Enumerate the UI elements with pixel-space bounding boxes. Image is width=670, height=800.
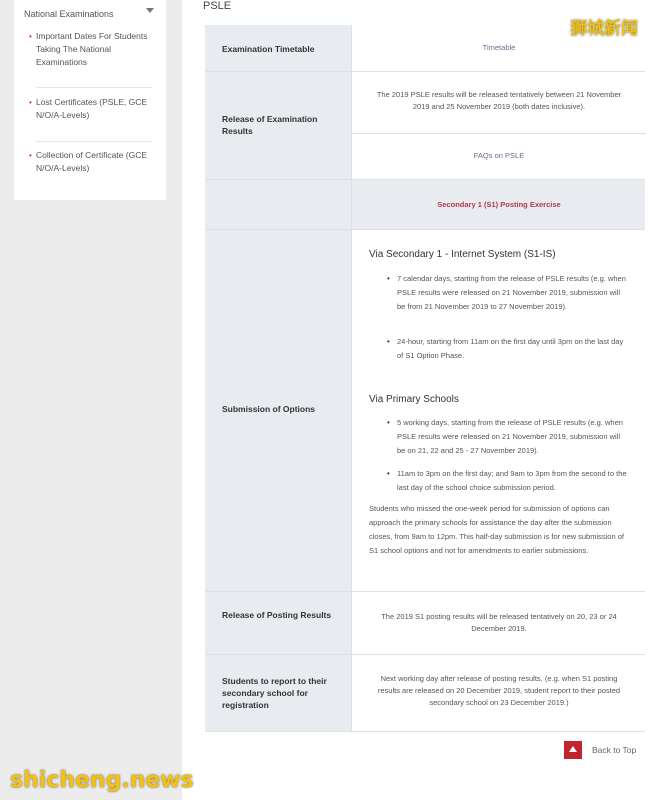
row-label-release-posting-results: Release of Posting Results — [222, 610, 332, 620]
psle-info-table — [205, 25, 645, 732]
via-primary-schools-heading: Via Primary Schools — [369, 394, 459, 405]
faqs-on-psle-link[interactable]: FAQs on PSLE — [473, 151, 525, 160]
list-item: • 7 calendar days, starting from the release of PSLE results (e.g. when PSLE results were released on 21 November 2019, submission will be from 21 November 2019 to 27 November 2019). — [397, 272, 627, 314]
table-row — [205, 72, 645, 180]
list-item: • 5 working days, starting from the release of PSLE results (e.g. when PSLE results were released on 21 November 2019, submission will be on 21, 22 and 25 - 27 November 2019). — [397, 416, 627, 458]
release-results-value: The 2019 PSLE results will be released tentatively between 21 November 2019 and 25 November 2019 (both dates inclusive). — [376, 90, 622, 111]
table-row — [205, 592, 645, 655]
arrow-up-icon[interactable] — [564, 741, 582, 759]
via-s1-internet-system-heading: Via Secondary 1 - Internet System (S1-IS) — [369, 249, 556, 260]
posting-results-value: The 2019 S1 posting results will be released tentatively on 20, 23 or 24 December 2019. — [381, 612, 617, 633]
late-submission-note: Students who missed the one-week period for submission of options can approach the primary schools for assistance the day after the submission closes, from 9am to 12pm. This half-day submission is for new submission of S1 school options and not for amendments to earlier submissions. — [369, 504, 624, 555]
watermark-bottom: shicheng.news — [10, 768, 194, 793]
timetable-link[interactable]: Timetable — [482, 43, 516, 52]
back-to-top-label[interactable]: Back to Top — [592, 745, 637, 755]
divider — [36, 141, 152, 142]
s1-posting-exercise-heading: Secondary 1 (S1) Posting Exercise — [437, 200, 561, 209]
page-title: PSLE — [203, 0, 232, 12]
sidebar-item-collection-of-certificate[interactable]: • Collection of Certificate (GCE N/O/A-Levels) — [36, 149, 152, 175]
list-item: • 24-hour, starting from 11am on the first day until 3pm on the last day of S1 Option Phase. — [397, 335, 627, 363]
row-label-exam-timetable: Examination Timetable — [222, 44, 315, 54]
sidebar-heading-national-examinations[interactable]: National Examinations — [24, 9, 114, 19]
watermark-top: 狮城新闻 — [570, 19, 638, 39]
sidebar-column — [0, 0, 182, 800]
table-row — [205, 180, 645, 230]
sidebar-item-important-dates[interactable]: • Important Dates For Students Taking The National Examinations — [36, 30, 152, 69]
row-label-report-to-school: Students to report to their secondary school for registration — [222, 676, 327, 710]
table-row — [205, 655, 645, 732]
chevron-down-icon[interactable] — [146, 8, 154, 13]
divider — [36, 87, 152, 88]
row-label-release-results: Release of Examination Results — [222, 114, 318, 136]
back-to-top-button[interactable] — [564, 740, 636, 760]
table-row — [205, 230, 645, 592]
row-label-submission-of-options: Submission of Options — [222, 404, 316, 414]
divider — [352, 133, 646, 134]
list-item: • 11am to 3pm on the first day; and 9am to 3pm from the second to the last day of the school choice submission period. — [397, 467, 627, 495]
report-to-school-value: Next working day after release of posting results. (e.g. when S1 posting results are released on 20 December 2019, student report to their posted secondary school on 23 December 2019.) — [377, 674, 621, 707]
sidebar-item-lost-certificates[interactable]: • Lost Certificates (PSLE, GCE N/O/A-Levels) — [36, 96, 152, 122]
